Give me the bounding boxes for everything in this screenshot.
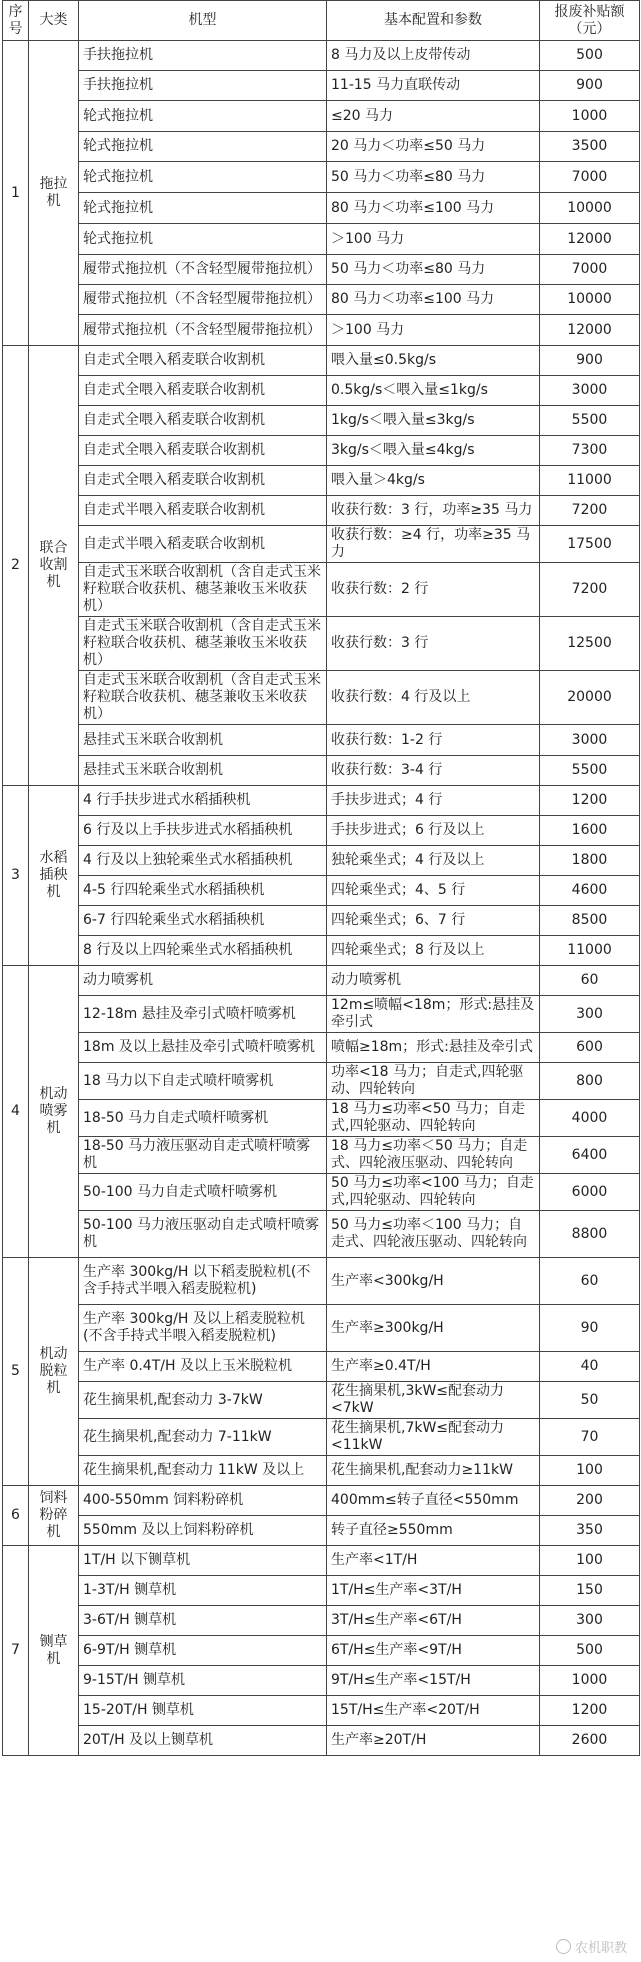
subsidy-cell: 3500 [540, 132, 640, 162]
spec-cell: 80 马力＜功率≤100 马力 [327, 285, 540, 315]
model-cell: 9-15T/H 铡草机 [79, 1666, 327, 1696]
subsidy-cell: 500 [540, 1636, 640, 1666]
subsidy-cell: 150 [540, 1576, 640, 1606]
model-cell: 自走式玉米联合收割机（含自走式玉米籽粒联合收获机、穗茎兼收玉米收获机） [79, 563, 327, 617]
spec-cell: 生产率<300kg/H [327, 1258, 540, 1305]
subsidy-cell: 1200 [540, 1696, 640, 1726]
spec-cell: 6T/H≤生产率<9T/H [327, 1636, 540, 1666]
table-row [3, 876, 640, 906]
table-row [3, 725, 640, 756]
header-model: 机型 [79, 1, 327, 41]
table-row [3, 936, 640, 966]
subsidy-cell: 1800 [540, 846, 640, 876]
subsidy-cell: 1000 [540, 1666, 640, 1696]
table-row [3, 466, 640, 496]
group-category: 机动喷雾机 [29, 966, 79, 1258]
subsidy-cell: 900 [540, 71, 640, 101]
table-row [3, 1696, 640, 1726]
model-cell: 400-550mm 饲料粉碎机 [79, 1486, 327, 1516]
subsidy-table [2, 0, 640, 1756]
group-seq: 2 [3, 346, 29, 786]
subsidy-cell: 7300 [540, 436, 640, 466]
subsidy-cell: 7200 [540, 496, 640, 526]
table-row [3, 255, 640, 285]
group-category: 机动脱粒机 [29, 1258, 79, 1486]
spec-cell: 3T/H≤生产率<6T/H [327, 1606, 540, 1636]
table-row [3, 1258, 640, 1305]
table-row [3, 1211, 640, 1258]
spec-cell: 8 马力及以上皮带传动 [327, 41, 540, 71]
subsidy-cell: 600 [540, 1033, 640, 1063]
table-row [3, 1382, 640, 1419]
model-cell: 3-6T/H 铡草机 [79, 1606, 327, 1636]
model-cell: 花生摘果机,配套动力 11kW 及以上 [79, 1456, 327, 1486]
model-cell: 手扶拖拉机 [79, 41, 327, 71]
spec-cell: 15T/H≤生产率<20T/H [327, 1696, 540, 1726]
spec-cell: 9T/H≤生产率<15T/H [327, 1666, 540, 1696]
model-cell: 履带式拖拉机（不含轻型履带拖拉机） [79, 315, 327, 346]
model-cell: 20T/H 及以上铡草机 [79, 1726, 327, 1756]
subsidy-cell: 200 [540, 1486, 640, 1516]
spec-cell: 收获行数：3 行，功率≥35 马力 [327, 496, 540, 526]
subsidy-cell: 40 [540, 1352, 640, 1382]
spec-cell: 收获行数：1-2 行 [327, 725, 540, 756]
table-row [3, 1666, 640, 1696]
spec-cell: 收获行数：2 行 [327, 563, 540, 617]
group-seq: 7 [3, 1546, 29, 1756]
subsidy-cell: 300 [540, 1606, 640, 1636]
model-cell: 4 行手扶步进式水稻插秧机 [79, 786, 327, 816]
table-row [3, 617, 640, 671]
table-row [3, 671, 640, 725]
spec-cell: 四轮乘坐式；4、5 行 [327, 876, 540, 906]
model-cell: 悬挂式玉米联合收割机 [79, 725, 327, 756]
subsidy-cell: 900 [540, 346, 640, 376]
spec-cell: 喂入量＞4kg/s [327, 466, 540, 496]
wechat-icon [556, 1939, 571, 1954]
spec-cell: 收获行数：4 行及以上 [327, 671, 540, 725]
spec-cell: 喂入量≤0.5kg/s [327, 346, 540, 376]
model-cell: 手扶拖拉机 [79, 71, 327, 101]
subsidy-cell: 2600 [540, 1726, 640, 1756]
subsidy-cell: 10000 [540, 285, 640, 315]
spec-cell: 四轮乘坐式；6、7 行 [327, 906, 540, 936]
spec-cell: 收获行数：3 行 [327, 617, 540, 671]
model-cell: 自走式玉米联合收割机（含自走式玉米籽粒联合收获机、穗茎兼收玉米收获机） [79, 617, 327, 671]
group-seq: 5 [3, 1258, 29, 1486]
group-seq: 6 [3, 1486, 29, 1546]
spec-cell: 功率<18 马力；自走式,四轮驱动、四轮转向 [327, 1063, 540, 1100]
model-cell: 生产率 300kg/H 及以上稻麦脱粒机(不含手持式半喂入稻麦脱粒机) [79, 1305, 327, 1352]
model-cell: 18m 及以上悬挂及牵引式喷杆喷雾机 [79, 1033, 327, 1063]
model-cell: 悬挂式玉米联合收割机 [79, 756, 327, 786]
table-row [3, 846, 640, 876]
subsidy-cell: 60 [540, 1258, 640, 1305]
spec-cell: 花生摘果机,配套动力≥11kW [327, 1456, 540, 1486]
table-row [3, 1419, 640, 1456]
model-cell: 4 行及以上独轮乘坐式水稻插秧机 [79, 846, 327, 876]
subsidy-cell: 50 [540, 1382, 640, 1419]
subsidy-cell: 6000 [540, 1174, 640, 1211]
subsidy-cell: 7000 [540, 255, 640, 285]
table-row [3, 132, 640, 162]
model-cell: 550mm 及以上饲料粉碎机 [79, 1516, 327, 1546]
subsidy-cell: 60 [540, 966, 640, 996]
group-category: 饲料粉碎机 [29, 1486, 79, 1546]
model-cell: 动力喷雾机 [79, 966, 327, 996]
model-cell: 18-50 马力液压驱动自走式喷杆喷雾机 [79, 1137, 327, 1174]
subsidy-cell: 11000 [540, 936, 640, 966]
group-category: 水稻插秧机 [29, 786, 79, 966]
table-row [3, 101, 640, 132]
table-row [3, 1033, 640, 1063]
table-row [3, 1516, 640, 1546]
model-cell: 12-18m 悬挂及牵引式喷杆喷雾机 [79, 996, 327, 1033]
spec-cell: 花生摘果机,3kW≤配套动力<7kW [327, 1382, 540, 1419]
spec-cell: 生产率<1T/H [327, 1546, 540, 1576]
spec-cell: 50 马力＜功率≤80 马力 [327, 162, 540, 193]
table-row [3, 563, 640, 617]
spec-cell: 18 马力≤功率<50 马力；自走式,四轮驱动、四轮转向 [327, 1100, 540, 1137]
table-row [3, 224, 640, 255]
table-row [3, 1726, 640, 1756]
table-row [3, 496, 640, 526]
table-row [3, 1305, 640, 1352]
spec-cell: 50 马力＜功率≤80 马力 [327, 255, 540, 285]
model-cell: 6 行及以上手扶步进式水稻插秧机 [79, 816, 327, 846]
table-row [3, 1486, 640, 1516]
spec-cell: ＞100 马力 [327, 315, 540, 346]
spec-cell: 四轮乘坐式；8 行及以上 [327, 936, 540, 966]
model-cell: 生产率 300kg/H 以下稻麦脱粒机(不含手持式半喂入稻麦脱粒机) [79, 1258, 327, 1305]
spec-cell: 手扶步进式；6 行及以上 [327, 816, 540, 846]
spec-cell: 20 马力＜功率≤50 马力 [327, 132, 540, 162]
model-cell: 自走式全喂入稻麦联合收割机 [79, 466, 327, 496]
table-row [3, 786, 640, 816]
subsidy-cell: 7200 [540, 563, 640, 617]
model-cell: 18 马力以下自走式喷杆喷雾机 [79, 1063, 327, 1100]
spec-cell: 生产率≥20T/H [327, 1726, 540, 1756]
subsidy-cell: 7000 [540, 162, 640, 193]
table-row [3, 1063, 640, 1100]
subsidy-cell: 5500 [540, 756, 640, 786]
table-row [3, 1456, 640, 1486]
model-cell: 轮式拖拉机 [79, 162, 327, 193]
spec-cell: 80 马力＜功率≤100 马力 [327, 193, 540, 224]
subsidy-cell: 1600 [540, 816, 640, 846]
spec-cell: 生产率≥0.4T/H [327, 1352, 540, 1382]
subsidy-cell: 350 [540, 1516, 640, 1546]
group-seq: 3 [3, 786, 29, 966]
model-cell: 轮式拖拉机 [79, 193, 327, 224]
table-row [3, 906, 640, 936]
model-cell: 15-20T/H 铡草机 [79, 1696, 327, 1726]
table-row [3, 41, 640, 71]
model-cell: 自走式全喂入稻麦联合收割机 [79, 436, 327, 466]
table-header-row [3, 1, 640, 41]
subsidy-cell: 90 [540, 1305, 640, 1352]
table-row [3, 1546, 640, 1576]
group-category: 铡草机 [29, 1546, 79, 1756]
subsidy-cell: 4000 [540, 1100, 640, 1137]
table-row [3, 526, 640, 563]
model-cell: 1-3T/H 铡草机 [79, 1576, 327, 1606]
subsidy-cell: 12500 [540, 617, 640, 671]
table-body [3, 41, 640, 1756]
subsidy-cell: 3000 [540, 376, 640, 406]
group-seq: 4 [3, 966, 29, 1258]
model-cell: 4-5 行四轮乘坐式水稻插秧机 [79, 876, 327, 906]
spec-cell: 1kg/s＜喂入量≤3kg/s [327, 406, 540, 436]
subsidy-cell: 1200 [540, 786, 640, 816]
model-cell: 轮式拖拉机 [79, 132, 327, 162]
subsidy-cell: 70 [540, 1419, 640, 1456]
table-row [3, 1576, 640, 1606]
model-cell: 自走式半喂入稻麦联合收割机 [79, 526, 327, 563]
header-seq: 序号 [3, 1, 29, 41]
model-cell: 50-100 马力自走式喷杆喷雾机 [79, 1174, 327, 1211]
model-cell: 8 行及以上四轮乘坐式水稻插秧机 [79, 936, 327, 966]
subsidy-cell: 12000 [540, 315, 640, 346]
table-row [3, 816, 640, 846]
table-row [3, 966, 640, 996]
model-cell: 自走式全喂入稻麦联合收割机 [79, 376, 327, 406]
spec-cell: 18 马力≤功率＜50 马力；自走式、四轮液压驱动、四轮转向 [327, 1137, 540, 1174]
table-row [3, 1100, 640, 1137]
model-cell: 自走式半喂入稻麦联合收割机 [79, 496, 327, 526]
spec-cell: 0.5kg/s＜喂入量≤1kg/s [327, 376, 540, 406]
spec-cell: ＞100 马力 [327, 224, 540, 255]
model-cell: 1T/H 以下铡草机 [79, 1546, 327, 1576]
spec-cell: 50 马力≤功率<100 马力；自走式,四轮驱动、四轮转向 [327, 1174, 540, 1211]
subsidy-cell: 5500 [540, 406, 640, 436]
spec-cell: 独轮乘坐式；4 行及以上 [327, 846, 540, 876]
spec-cell: 400mm≤转子直径<550mm [327, 1486, 540, 1516]
group-category: 拖拉机 [29, 41, 79, 346]
spec-cell: 喷幅≥18m；形式:悬挂及牵引式 [327, 1033, 540, 1063]
spec-cell: 11-15 马力直联传动 [327, 71, 540, 101]
table-row [3, 1606, 640, 1636]
spec-cell: 1T/H≤生产率<3T/H [327, 1576, 540, 1606]
subsidy-cell: 100 [540, 1546, 640, 1576]
group-category: 联合收割机 [29, 346, 79, 786]
model-cell: 18-50 马力自走式喷杆喷雾机 [79, 1100, 327, 1137]
model-cell: 花生摘果机,配套动力 7-11kW [79, 1419, 327, 1456]
table-row [3, 996, 640, 1033]
table-row [3, 162, 640, 193]
model-cell: 6-7 行四轮乘坐式水稻插秧机 [79, 906, 327, 936]
subsidy-cell: 11000 [540, 466, 640, 496]
spec-cell: 转子直径≥550mm [327, 1516, 540, 1546]
watermark: 农机职教 [556, 1937, 627, 1956]
table-row [3, 1174, 640, 1211]
spec-cell: 生产率≥300kg/H [327, 1305, 540, 1352]
table-row [3, 436, 640, 466]
spec-cell: 花生摘果机,7kW≤配套动力<11kW [327, 1419, 540, 1456]
spec-cell: 收获行数：3-4 行 [327, 756, 540, 786]
spec-cell: 动力喷雾机 [327, 966, 540, 996]
table-row [3, 285, 640, 315]
model-cell: 自走式全喂入稻麦联合收割机 [79, 346, 327, 376]
model-cell: 自走式玉米联合收割机（含自走式玉米籽粒联合收获机、穗茎兼收玉米收获机） [79, 671, 327, 725]
subsidy-cell: 100 [540, 1456, 640, 1486]
header-subsidy: 报废补贴额（元） [540, 1, 640, 41]
model-cell: 轮式拖拉机 [79, 224, 327, 255]
subsidy-cell: 800 [540, 1063, 640, 1100]
subsidy-cell: 300 [540, 996, 640, 1033]
subsidy-cell: 12000 [540, 224, 640, 255]
model-cell: 花生摘果机,配套动力 3-7kW [79, 1382, 327, 1419]
model-cell: 自走式全喂入稻麦联合收割机 [79, 406, 327, 436]
spec-cell: 50 马力≤功率＜100 马力；自走式、四轮液压驱动、四轮转向 [327, 1211, 540, 1258]
table-row [3, 315, 640, 346]
spec-cell: 收获行数：≥4 行，功率≥35 马力 [327, 526, 540, 563]
spec-cell: ≤20 马力 [327, 101, 540, 132]
model-cell: 轮式拖拉机 [79, 101, 327, 132]
model-cell: 6-9T/H 铡草机 [79, 1636, 327, 1666]
table-row [3, 1137, 640, 1174]
table-row [3, 756, 640, 786]
spec-cell: 手扶步进式；4 行 [327, 786, 540, 816]
subsidy-cell: 6400 [540, 1137, 640, 1174]
table-row [3, 406, 640, 436]
table-row [3, 346, 640, 376]
header-spec: 基本配置和参数 [327, 1, 540, 41]
subsidy-cell: 17500 [540, 526, 640, 563]
spec-cell: 3kg/s＜喂入量≤4kg/s [327, 436, 540, 466]
spec-cell: 12m≤喷幅<18m；形式:悬挂及牵引式 [327, 996, 540, 1033]
subsidy-cell: 8800 [540, 1211, 640, 1258]
header-category: 大类 [29, 1, 79, 41]
table-row [3, 1352, 640, 1382]
group-seq: 1 [3, 41, 29, 346]
table-row [3, 71, 640, 101]
subsidy-cell: 10000 [540, 193, 640, 224]
subsidy-cell: 3000 [540, 725, 640, 756]
table-row [3, 376, 640, 406]
subsidy-cell: 1000 [540, 101, 640, 132]
model-cell: 生产率 0.4T/H 及以上玉米脱粒机 [79, 1352, 327, 1382]
subsidy-cell: 20000 [540, 671, 640, 725]
model-cell: 50-100 马力液压驱动自走式喷杆喷雾机 [79, 1211, 327, 1258]
table-row [3, 193, 640, 224]
model-cell: 履带式拖拉机（不含轻型履带拖拉机） [79, 285, 327, 315]
subsidy-cell: 500 [540, 41, 640, 71]
subsidy-cell: 4600 [540, 876, 640, 906]
model-cell: 履带式拖拉机（不含轻型履带拖拉机） [79, 255, 327, 285]
table-row [3, 1636, 640, 1666]
subsidy-cell: 8500 [540, 906, 640, 936]
